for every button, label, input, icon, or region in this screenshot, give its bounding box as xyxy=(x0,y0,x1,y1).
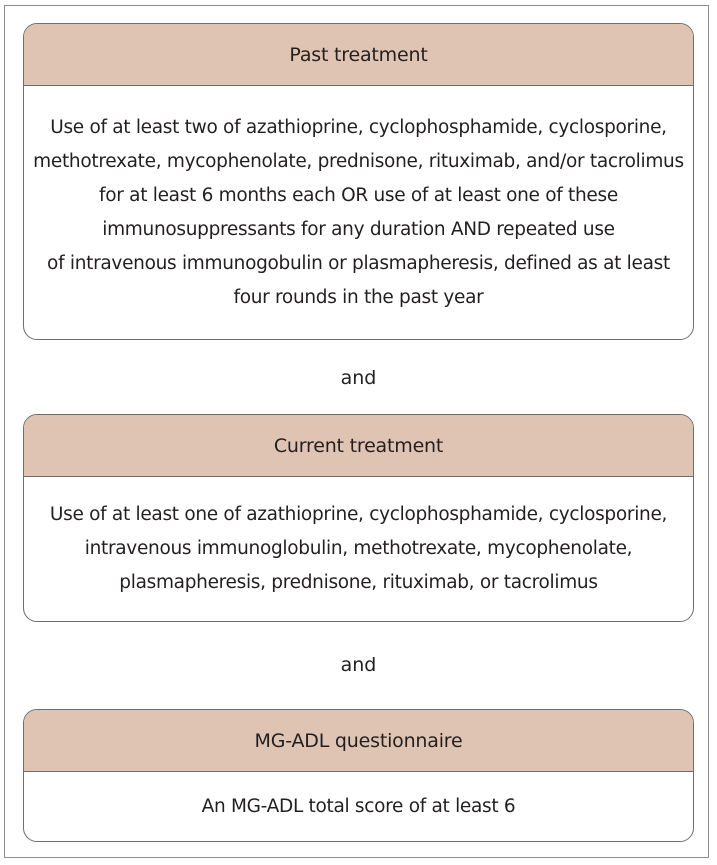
criteria-line: immunosuppressants for any duration AND repeated use xyxy=(102,218,615,240)
current-treatment-box xyxy=(23,414,694,622)
criteria-line: methotrexate, mycophenolate, prednisone, rituximab, and/or tacrolimus xyxy=(33,150,684,172)
criteria-line: An MG-ADL total score of at least 6 xyxy=(201,795,516,817)
current-treatment-header: Current treatment xyxy=(24,415,693,477)
criteria-line: of intravenous immunogobulin or plasmapheresis, defined as at least xyxy=(47,252,670,274)
and-connector: and xyxy=(340,654,377,676)
current-treatment-criteria xyxy=(24,477,693,621)
criteria-line: Use of at least one of azathioprine, cyclophosphamide, cyclosporine, xyxy=(49,504,668,525)
criteria-line: plasmapheresis, prednisone, rituximab, or tacrolimus xyxy=(119,572,598,593)
criteria-line: four rounds in the past year xyxy=(233,286,484,308)
and-connector: and xyxy=(340,367,377,389)
past-treatment-box xyxy=(23,23,694,340)
mg-adl-box xyxy=(23,709,694,842)
past-treatment-criteria xyxy=(24,86,693,339)
criteria-line: Use of at least two of azathioprine, cyclophosphamide, cyclosporine, xyxy=(50,116,667,138)
mg-adl-criteria xyxy=(24,772,693,841)
criteria-line: intravenous immunoglobulin, methotrexate, mycophenolate, xyxy=(84,538,633,559)
mg-adl-header: MG-ADL questionnaire xyxy=(24,710,693,772)
past-treatment-header: Past treatment xyxy=(24,24,693,86)
criteria-line: for at least 6 months each OR use of at least one of these xyxy=(99,184,618,206)
